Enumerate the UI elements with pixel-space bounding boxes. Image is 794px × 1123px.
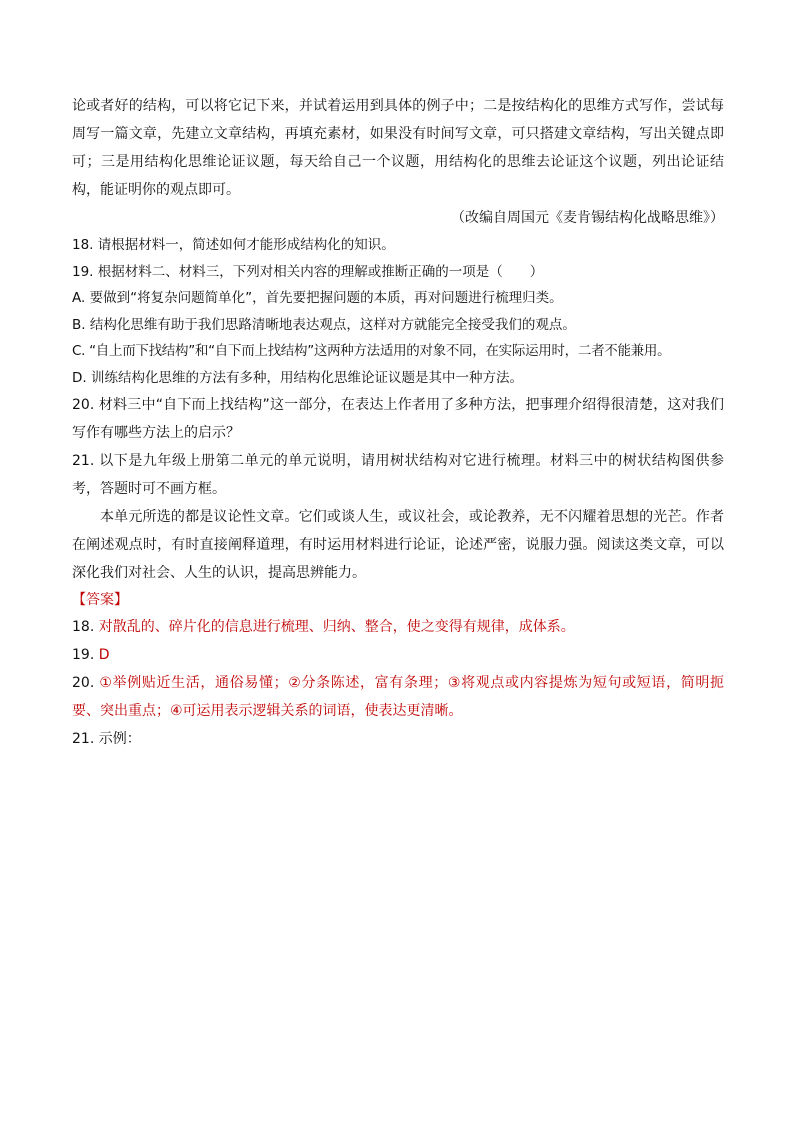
answer-19-text: D	[98, 647, 110, 663]
answer-heading: 【答案】	[72, 592, 128, 608]
question-19-option-b: B. 结构化思维有助于我们思路清晰地表达观点，这样对方就能完全接受我们的观点。	[72, 316, 576, 333]
question-19: 19. 根据材料二、材料三，下列对相关内容的理解或推断正确的一项是（ ）	[72, 263, 544, 280]
answer-20-text: ①举例贴近生活，通俗易懂；②分条陈述，富有条理；③将观点或内容提炼为短句或短语，简明扼要、突出重点；④可运用表示逻辑关系的词语，使表达更清晰。	[72, 675, 724, 719]
document-page	[72, 92, 724, 753]
question-19-option-a: A. 要做到“将复杂问题简单化”，首先要把握问题的本质，再对问题进行梳理归类。	[72, 290, 563, 306]
question-21-passage: 本单元所选的都是议论性文章。它们或谈人生，或议社会，或论教养，无不闪耀着思想的光芒。作者在阐述观点时，有时直接阐释道理，有时运用材料进行论证，论述严密，说服力强。阅读这类文章，可以深化我们对社会、人生的认识，提高思辨能力。	[72, 509, 724, 581]
question-19-option-c: C. “自上而下找结构”和“自下而上找结构”这两种方法适用的对象不同，在实际运用时，二者不能兼用。	[72, 343, 671, 359]
answer-19	[72, 641, 724, 669]
question-20: 20. 材料三中“自下而上找结构”这一部分，在表达上作者用了多种方法，把事理介绍得很清楚，这对我们写作有哪些方法上的启示？	[72, 397, 724, 441]
answer-20	[72, 669, 724, 725]
question-18: 18. 请根据材料一，简述如何才能形成结构化的知识。	[72, 237, 395, 253]
answer-20-number: 20.	[72, 675, 100, 691]
question-21: 21. 以下是九年级上册第二单元的单元说明，请用树状结构对它进行梳理。材料三中的树状结构图供参考，答题时可不画方框。	[72, 453, 724, 497]
answer-18-number: 18.	[72, 619, 99, 635]
source-citation: （改编自周国元《麦肯锡结构化战略思维》）	[451, 210, 724, 226]
answer-18	[72, 613, 724, 641]
answer-19-number: 19.	[72, 647, 99, 663]
answer-21: 21. 示例：	[72, 731, 141, 747]
answer-18-text: 对散乱的、碎片化的信息进行梳理、归纳、整合，使之变得有规律，成体系。	[98, 619, 575, 635]
material-three-paragraph: 论或者好的结构，可以将它记下来，并试着运用到具体的例子中；二是按结构化的思维方式写作，尝试每周写一篇文章，先建立文章结构，再填充素材，如果没有时间写文章，可只搭建文章结构，写出关键点即可；三是用结构化思维论证议题，每天给自己一个议题，用结构化的思维去论证这个议题，列出论证结构，能证明你的观点即可。	[72, 98, 724, 198]
question-19-option-d: D. 训练结构化思维的方法有多种，用结构化思维论证议题是其中一种方法。	[72, 369, 523, 386]
